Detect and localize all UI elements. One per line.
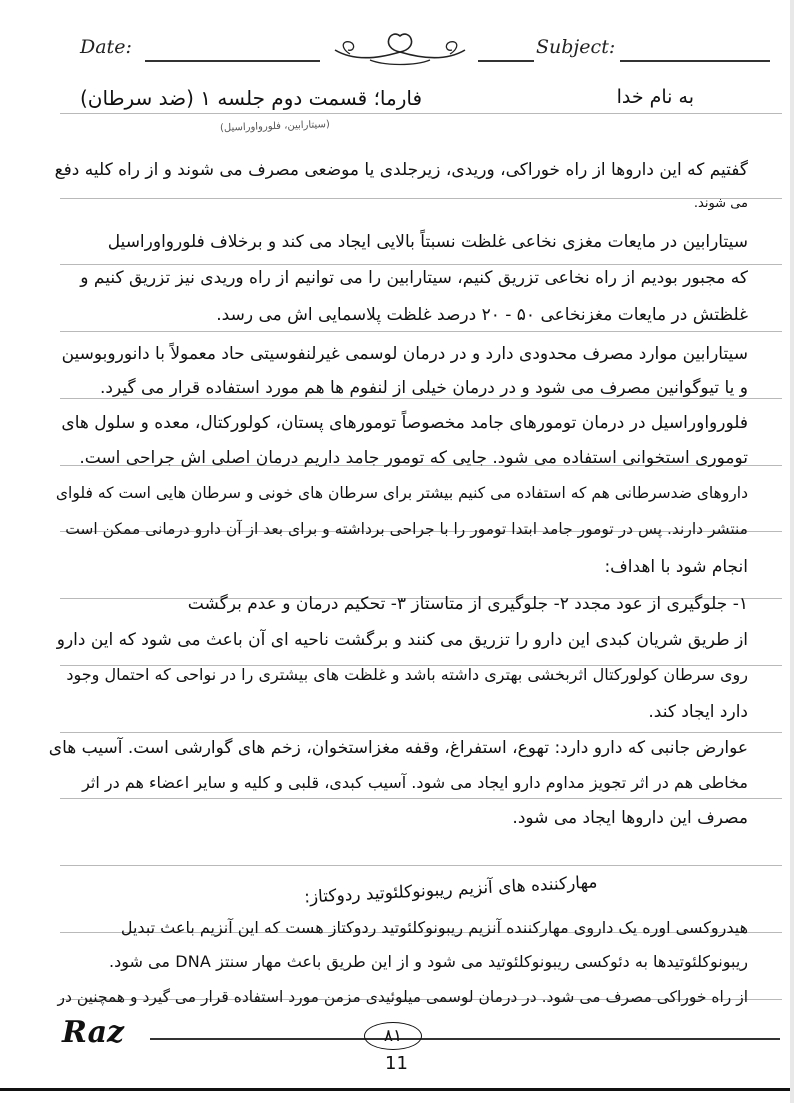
text-line: غلظتش در مایعات مغزنخاعی ۵۰ - ۲۰ درصد غلظت پلاسمایی اش می رسد. (216, 305, 748, 325)
text-line: دارد ایجاد کند. (648, 702, 748, 722)
text-line: سیتارابین در مایعات مغزی نخاعی غلظت نسبتاً بالایی ایجاد می کند و برخلاف فلورواوراسیل (107, 232, 748, 252)
text-line: هیدروکسی اوره یک داروی مهارکننده آنزیم ریبونوکلئوتید ردوکتاز هست که این آنزیم باعث تبدیل (120, 918, 748, 937)
ornament-icon (330, 28, 470, 68)
subject-line-right (620, 60, 770, 62)
subject-line-left (478, 60, 534, 62)
ruled-line (60, 198, 782, 199)
text-line: منتشر دارند. پس در تومور جامد ابتدا تومور را با جراحی برداشته و برای بعد از آن دارو درمانی ممکن است (65, 520, 748, 538)
date-line (145, 60, 320, 62)
bottom-edge (0, 1088, 794, 1091)
text-line: ۱- جلوگیری از عود مجدد ۲- جلوگیری از متاستاز ۳- تحکیم درمان و عدم برگشت (187, 594, 748, 614)
brand-logo: Raz (62, 1015, 125, 1050)
page-edge (790, 0, 794, 1103)
ruled-line (60, 732, 782, 733)
text-line: داروهای ضدسرطانی هم که استفاده می کنیم بیشتر برای سرطان های خونی و سرطان هایی است که فلوای (55, 484, 748, 502)
text-line: می شوند. (693, 196, 748, 211)
ruled-line (60, 865, 782, 866)
ruled-line (60, 798, 782, 799)
text-line: که مجبور بودیم از راه نخاعی تزریق کنیم، سیتارابین را می توانیم از راه وریدی نیز تزریق کنیم و (80, 268, 748, 288)
text-line: گفتیم که این داروها از راه خوراکی، وریدی، زیرجلدی یا موضعی مصرف می شوند و از راه کلیه دفع (54, 160, 748, 180)
margin-note: (سیتارابین، فلورواوراسیل) (219, 119, 330, 134)
section-heading: مهارکننده های آنزیم ریبونوکلئوتید ردوکتاز: (304, 872, 599, 908)
text-line: فلورواوراسیل در درمان تومورهای جامد مخصوصاً تومورهای پستان، کولورکتال، معده و سلول های (61, 413, 748, 433)
text-line: از طریق شریان کبدی این دارو را تزریق می کنند و برگشت ناحیه ای آن باعث می شود که این دارو (56, 630, 748, 650)
text-line: سیتارابین موارد مصرف محدودی دارد و در درمان لوسمی غیرلنفوسیتی حاد معمولاً با دانوروبوسین (61, 344, 748, 364)
text-line: توموری استخوانی استفاده می شود. جایی که تومور جامد داریم درمان اصلی اش جراحی است. (79, 448, 748, 468)
text-line: و یا تیوگوانین مصرف می شود و در درمان خیلی از لنفوم ها هم مورد استفاده قرار می گیرد. (99, 378, 748, 398)
date-label: Date: (80, 36, 132, 58)
text-line: از راه خوراکی مصرف می شود. در درمان لوسمی میلوئیدی مزمن مورد استفاده قرار می گیرد و همچنین در (57, 988, 748, 1006)
basmala: به نام خدا (616, 86, 694, 108)
circled-page-number: ۸۱ (364, 1022, 422, 1050)
ruled-line (60, 398, 782, 399)
page-title: فارما؛ قسمت دوم جلسه ۱ (ضد سرطان) (80, 86, 423, 110)
ruled-line (60, 264, 782, 265)
subject-label: Subject: (536, 36, 616, 58)
footer-rule (150, 1038, 780, 1040)
text-line: ریبونوکلئوتیدها به دئوکسی ریبونوکلئوتید می شود و از این طریق باعث مهار سنتز DNA می شود. (109, 952, 748, 971)
text-line: انجام شود با اهداف: (604, 557, 748, 577)
ruled-line (60, 331, 782, 332)
text-line: مخاطی هم در اثر تجویز مداوم دارو ایجاد می شود. آسیب کبدی، قلبی و کلیه و سایر اعضاء هم در اثر (82, 773, 748, 792)
text-line: عوارض جانبی که دارو دارد: تهوع، استفراغ، وقفه مغزاستخوان، زخم های گوارشی است. آسیب های (48, 738, 748, 758)
text-line: روی سرطان کولورکتال اثربخشی بهتری داشته باشد و غلظت های بیشتری را در نواحی که احتمال وجود (66, 665, 748, 684)
ruled-line (60, 113, 782, 114)
page-number: 11 (385, 1053, 408, 1074)
text-line: مصرف این داروها ایجاد می شود. (512, 808, 748, 828)
